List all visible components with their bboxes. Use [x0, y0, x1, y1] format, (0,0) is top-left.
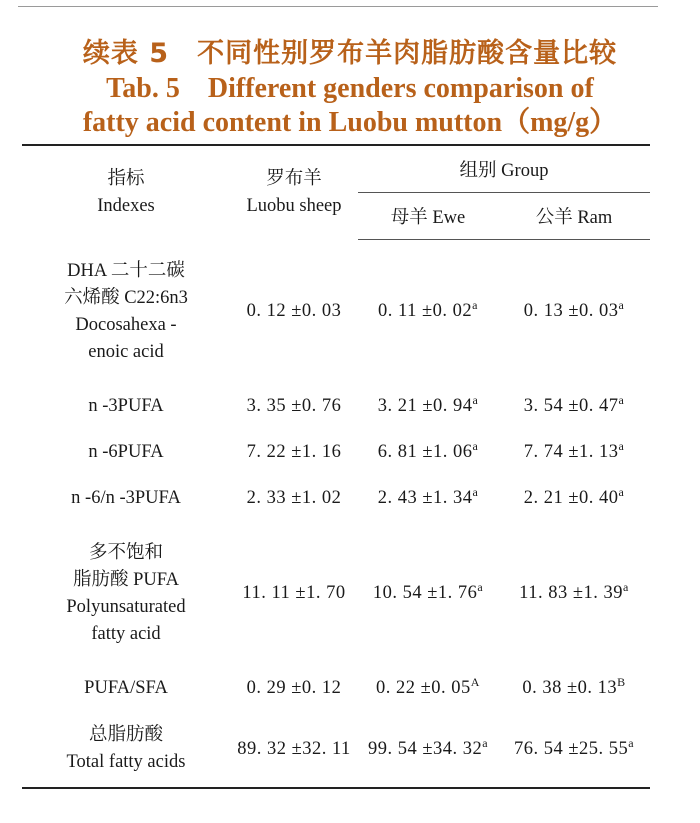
table-row	[22, 240, 650, 384]
table-row	[22, 712, 650, 788]
ram-value-text: 76. 54 ±25. 55	[513, 738, 629, 759]
index-line: 总脂肪酸	[88, 725, 163, 745]
cell-index	[22, 476, 230, 522]
cell-luobu-value: 89. 32 ±32. 11	[230, 712, 358, 788]
cell-luobu-value: 2. 33 ±1. 02	[246, 488, 342, 508]
index-line: Polyunsaturated	[66, 596, 186, 617]
ram-value-text: 0. 13 ±0. 03	[523, 301, 619, 322]
index-line: 六烯酸 C22:6n3	[64, 287, 188, 308]
ewe-significance-letter: a	[472, 485, 479, 499]
cell-luobu-value: 11. 11 ±1. 70	[242, 583, 346, 603]
index-line: 脂肪酸 PUFA	[72, 569, 180, 590]
cell-luobu-value: 0. 12 ±0. 03	[246, 301, 342, 321]
cell-index	[22, 384, 230, 430]
table-row	[22, 666, 650, 712]
ewe-value-text: 99. 54 ±34. 32	[367, 738, 483, 759]
index-line: enoic acid	[88, 341, 164, 362]
ram-value-text: 2. 21 ±0. 40	[523, 488, 619, 508]
ewe-value-text: 0. 11 ±0. 02	[378, 301, 473, 322]
index-line: PUFA/SFA	[84, 678, 168, 698]
ewe-significance-letter: a	[472, 298, 478, 313]
header-indexes-en: Indexes	[97, 195, 155, 216]
ram-significance-letter: B	[617, 675, 626, 689]
ewe-significance-letter: a	[472, 439, 479, 453]
ram-significance-letter: a	[618, 485, 625, 499]
ram-significance-letter: a	[618, 439, 625, 453]
caption-english-line-1: Tab. 5 Different genders comparison of	[106, 73, 594, 104]
ram-significance-letter: a	[623, 580, 629, 594]
cell-ewe-value	[358, 384, 498, 430]
cell-index	[22, 240, 230, 384]
header-luobu-en: Luobu sheep	[246, 195, 342, 216]
index-line: n -6PUFA	[88, 442, 164, 462]
ram-value-text: 11. 83 ±1. 39	[519, 583, 623, 603]
table-row	[22, 384, 650, 430]
cell-luobu-value: 3. 35 ±0. 76	[246, 396, 342, 416]
cell-ewe-value	[358, 666, 498, 712]
index-line: 多不饱和	[88, 542, 163, 563]
header-indexes	[22, 145, 230, 240]
header-indexes-cn: 指标	[107, 168, 145, 189]
table-body	[22, 240, 650, 788]
table-row	[22, 522, 650, 666]
ewe-significance-letter: a	[482, 735, 489, 750]
ewe-value-text: 3. 21 ±0. 94	[377, 396, 473, 416]
cell-luobu-value: 0. 29 ±0. 12	[246, 678, 342, 698]
ewe-value-text: 0. 22 ±0. 05	[376, 678, 471, 698]
index-line: Docosahexa -	[75, 314, 177, 335]
ram-value-text: 7. 74 ±1. 13	[523, 442, 619, 462]
cell-ram-value	[498, 522, 650, 666]
table-caption	[0, 36, 700, 140]
cell-luobu-value: 7. 22 ±1. 16	[246, 442, 342, 462]
index-line: DHA 二十二碳	[67, 260, 185, 281]
cell-ewe-value	[358, 240, 498, 384]
ram-value-text: 3. 54 ±0. 47	[523, 396, 619, 416]
caption-chinese: 续表 5 不同性别罗布羊肉脂肪酸含量比较	[82, 38, 618, 69]
header-row-1	[22, 145, 650, 193]
caption-english-line-2: fatty acid content in Luobu mutton（mg/g）	[82, 107, 618, 138]
header-ram: 公羊 Ram	[498, 193, 650, 240]
cell-index	[22, 522, 230, 666]
header-luobu-sheep	[230, 145, 358, 240]
index-line: n -3PUFA	[88, 396, 164, 416]
table-header	[22, 145, 650, 240]
ram-significance-letter: a	[628, 735, 635, 750]
cell-ram-value	[498, 666, 650, 712]
cell-ewe-value	[358, 430, 498, 476]
cell-ewe-value	[358, 476, 498, 522]
ewe-value-text: 2. 43 ±1. 34	[377, 488, 473, 508]
cell-index	[22, 430, 230, 476]
cell-ram-value	[498, 384, 650, 430]
index-line: fatty acid	[91, 623, 161, 644]
cell-ram-value	[498, 476, 650, 522]
cell-ewe-value	[358, 522, 498, 666]
top-rule	[18, 6, 658, 7]
cell-ram-value	[498, 712, 650, 788]
ram-significance-letter: a	[618, 298, 625, 313]
ewe-value-text: 6. 81 ±1. 06	[377, 442, 473, 462]
index-line: n -6/n -3PUFA	[71, 488, 181, 508]
cell-index	[22, 712, 230, 788]
ewe-value-text: 10. 54 ±1. 76	[372, 583, 478, 603]
fatty-acid-table-container	[22, 144, 650, 789]
ewe-significance-letter: a	[472, 393, 479, 407]
cell-index	[22, 666, 230, 712]
header-luobu-cn: 罗布羊	[266, 168, 322, 189]
ewe-significance-letter: A	[470, 675, 480, 689]
cell-ram-value	[498, 430, 650, 476]
table-row	[22, 430, 650, 476]
cell-ewe-value	[358, 712, 498, 788]
ewe-significance-letter: a	[477, 580, 484, 594]
table-row	[22, 476, 650, 522]
header-group: 组别 Group	[358, 145, 650, 193]
fatty-acid-table	[22, 144, 650, 789]
index-line: Total fatty acids	[66, 752, 186, 772]
header-ewe: 母羊 Ewe	[358, 193, 498, 240]
ram-significance-letter: a	[618, 393, 625, 407]
ram-value-text: 0. 38 ±0. 13	[522, 678, 618, 698]
cell-ram-value	[498, 240, 650, 384]
